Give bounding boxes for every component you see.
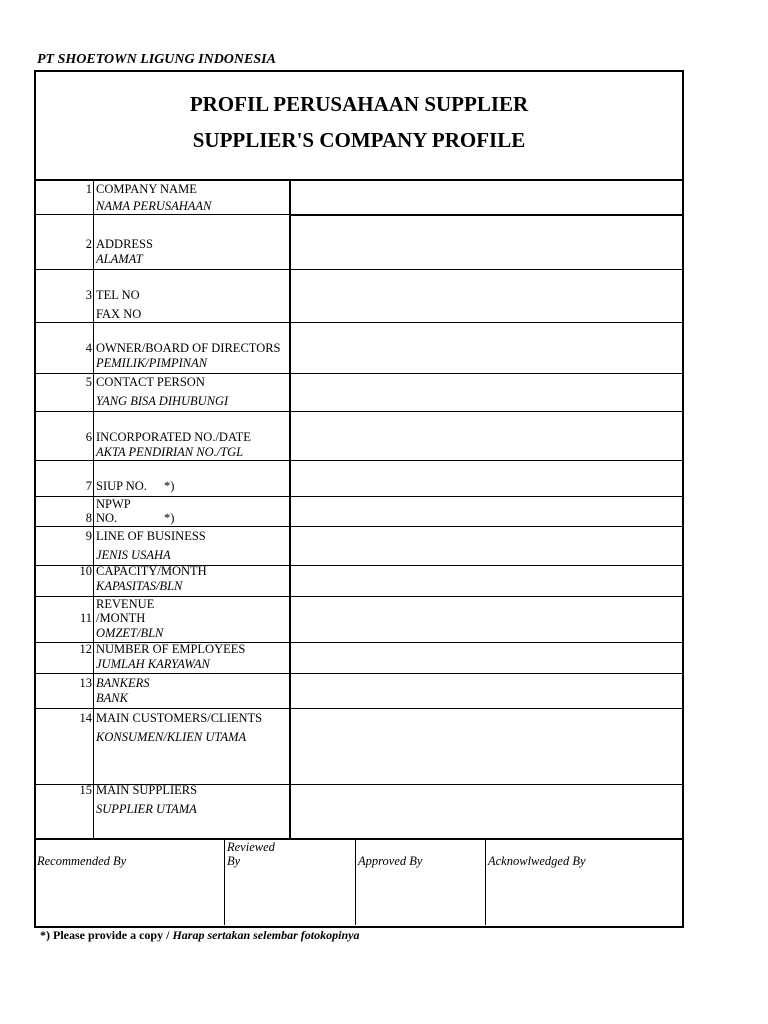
field-label-en: NPWP [96,497,131,511]
footnote-prefix: *) Please provide a copy / [40,928,173,942]
row-number: 1 [85,182,92,196]
reviewed-signature-box[interactable] [226,870,354,924]
row-number: 5 [85,375,92,389]
field-label-id: KAPASITAS/BLN [96,579,183,593]
tel-fax-field[interactable] [291,270,680,322]
row-number: 8 [85,511,92,525]
signature-column-divider [224,839,225,925]
field-label-id: NAMA PERUSAHAAN [96,199,212,213]
field-label-en: TEL NO [96,288,140,302]
row-number: 14 [79,711,92,725]
form-title-indonesian: PROFIL PERUSAHAAN SUPPLIER [189,92,529,116]
field-label-id: SUPPLIER UTAMA [96,802,197,816]
contact-person-field[interactable] [291,374,680,411]
field-label-en: NUMBER OF EMPLOYEES [96,642,246,656]
revenue-field[interactable] [291,597,680,642]
line-of-business-field[interactable] [291,527,680,565]
row-number: 6 [85,430,92,444]
field-label-en: REVENUE [96,597,155,611]
field-label-id: ALAMAT [96,252,143,266]
row-divider [35,214,290,215]
approved-signature-box[interactable] [357,870,484,924]
field-label-en: INCORPORATED NO./DATE [96,430,251,444]
field-label-id: AKTA PENDIRIAN NO./TGL [96,445,244,459]
field-label-en: FAX NO [96,307,142,321]
npwp-field[interactable] [291,497,680,526]
field-label-id: BANK [96,691,128,705]
field-label-id: OMZET/BLN [96,626,164,640]
number-column-divider [93,180,94,839]
incorporated-field[interactable] [291,412,680,460]
row-number: 3 [85,288,92,302]
owner-field[interactable] [291,323,680,373]
form-title-english: SUPPLIER'S COMPANY PROFILE [192,128,526,152]
recommended-by-label: Recommended By [37,854,127,868]
signature-divider [35,838,682,840]
footnote [40,928,359,943]
field-label-id: YANG BISA DIHUBUNGI [96,394,229,408]
row-number: 2 [85,237,92,251]
reviewed-by-label-line2: By [227,854,241,868]
field-label-id: JENIS USAHA [96,548,171,562]
main-suppliers-field[interactable] [291,785,680,838]
field-label-id: KONSUMEN/KLIEN UTAMA [96,730,247,744]
company-name-field[interactable] [291,181,680,214]
reviewed-by-label: Reviewed [227,840,275,854]
row-number: 9 [85,529,92,543]
siup-field[interactable] [291,461,680,496]
recommended-signature-box[interactable] [36,870,223,924]
field-label-en: ADDRESS [96,237,153,251]
main-customers-field[interactable] [291,709,680,784]
field-label-en: CONTACT PERSON [96,375,205,389]
field-label-en: NO. [96,511,118,525]
row-number: 10 [79,564,92,578]
address-field[interactable] [291,216,680,269]
field-label-en: OWNER/BOARD OF DIRECTORS [96,341,281,355]
footnote-italic: Harap sertakan selembar fotokopinya [172,928,360,942]
field-label-en: SIUP NO. [96,479,147,493]
bankers-field[interactable] [291,674,680,708]
field-label-id: PEMILIK/PIMPINAN [96,356,208,370]
acknowledged-signature-box[interactable] [487,870,679,924]
row-number: 7 [85,479,92,493]
field-label-en: COMPANY NAME [96,182,197,196]
acknowledged-by-label: Acknowlwedged By [488,854,586,868]
capacity-field[interactable] [291,566,680,596]
field-label-en: CAPACITY/MONTH [96,564,207,578]
signature-column-divider [355,839,356,925]
employees-field[interactable] [291,643,680,673]
signature-column-divider [485,839,486,925]
field-label-en: MAIN CUSTOMERS/CLIENTS [96,711,263,725]
field-label-en: MAIN SUPPLIERS [96,783,198,797]
company-name: PT SHOETOWN LIGUNG INDONESIA [37,52,276,67]
row-number: 4 [85,341,92,355]
approved-by-label: Approved By [358,854,423,868]
row-number: 15 [79,783,92,797]
field-label-id: JUMLAH KARYAWAN [96,657,210,671]
copy-required-note: *) [164,511,175,525]
field-label-en: /MONTH [96,611,146,625]
row-number: 13 [79,676,92,690]
copy-required-note: *) [164,479,175,493]
row-number: 11 [79,611,92,625]
field-label-en: LINE OF BUSINESS [96,529,206,543]
field-label-en: BANKERS [96,676,150,690]
row-number: 12 [79,642,92,656]
